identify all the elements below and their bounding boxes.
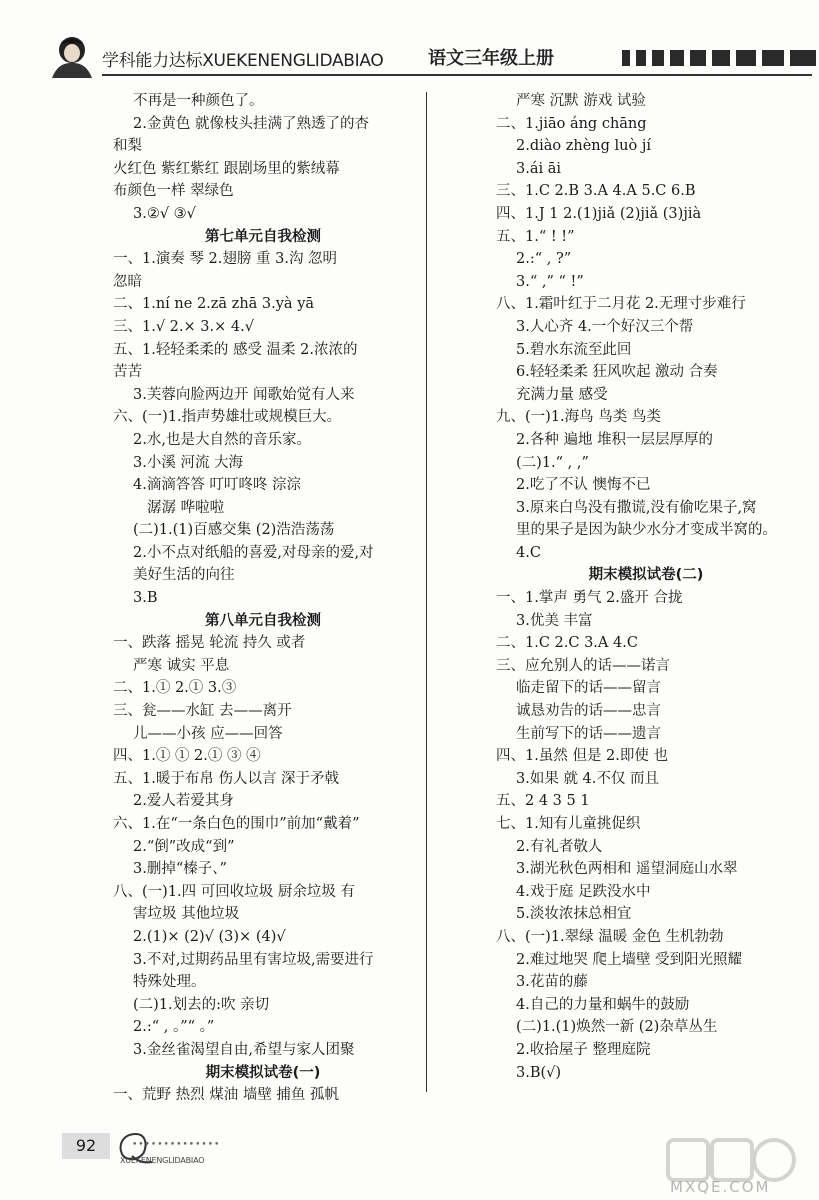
answer-line: 不再是一种颜色了。 <box>133 93 264 109</box>
answer-line: 2.爱人若爱其身 <box>133 793 234 810</box>
answer-line: 六、(一)1.指声势雄壮或规模巨大。 <box>113 409 342 426</box>
answer-line: 五、2 4 3 5 1 <box>496 793 590 810</box>
answer-line: 3.花苗的藤 <box>516 974 588 991</box>
answer-line: 特殊处理。 <box>133 974 206 991</box>
answer-line: 6.轻轻柔柔 狂风吹起 激动 合奏 <box>516 364 718 381</box>
answer-line: 2.小不点对纸船的喜爱,对母亲的爱,对 <box>133 544 374 561</box>
answer-line: 2.难过地哭 爬上墙壁 受到阳光照耀 <box>516 951 743 968</box>
subject-title: 语文三年级上册 <box>428 48 554 69</box>
answer-line: 3.②√ ③√ <box>133 205 196 222</box>
answer-line: 5.碧水东流至此回 <box>516 341 632 358</box>
answer-line: 3.芙蓉向脸两边开 闻歌始觉有人来 <box>133 386 355 403</box>
answer-line: 三、1.C 2.B 3.A 4.A 5.C 6.B <box>496 183 696 200</box>
answer-line: 2.有礼者敬人 <box>516 838 603 855</box>
watermark-url: MXQE.COM <box>670 1178 771 1196</box>
section-heading: 第七单元自我检测 <box>205 228 321 245</box>
answer-line: 2.diào zhèng luò jí <box>516 138 651 155</box>
answer-line: 三、应允别人的话——诺言 <box>496 657 670 674</box>
answer-line: 二、1.C 2.C 3.A 4.C <box>496 635 638 652</box>
answer-line: 3.金丝雀渴望自由,希望与家人团聚 <box>133 1041 355 1058</box>
answer-line: 儿——小孩 应——回答 <box>133 725 283 742</box>
answer-line: 四、1.J 1 2.(1)jiǎ (2)jiǎ (3)jià <box>496 205 702 222</box>
answer-line: 严寒 诚实 平息 <box>133 657 230 674</box>
student-avatar-icon <box>48 36 96 78</box>
answer-line: 2.:“ , 。”“ 。” <box>133 1019 215 1036</box>
answer-line: 3.如果 就 4.不仅 而且 <box>516 770 659 787</box>
answer-line: 临走留下的话——留言 <box>516 680 661 697</box>
answer-line: 里的果子是因为缺少水分才变成半窝的。 <box>516 522 777 539</box>
header-decoration <box>622 50 819 66</box>
section-heading: 期末模拟试卷(二) <box>588 567 704 584</box>
answer-line: 2.水,也是大自然的音乐家。 <box>133 431 311 448</box>
answer-line: 火红色 紫红紫红 跟剧场里的紫绒幕 <box>113 160 340 177</box>
answer-line: (二)1.“ , ,” <box>516 454 589 471</box>
answer-line: 四、1.① ① 2.① ③ ④ <box>113 748 261 765</box>
answer-line: 忽暗 <box>113 273 142 290</box>
answer-line: 3.不对,过期药品里有害垃圾,需要进行 <box>133 951 374 968</box>
page-header <box>40 36 812 80</box>
answer-line: 严寒 沉默 游戏 试验 <box>516 93 646 109</box>
answer-line: 八、(一)1.四 可回收垃圾 厨余垃圾 有 <box>113 883 355 900</box>
answer-line: 3.删掉“榛子、” <box>133 861 227 878</box>
answer-line: 4.滴滴答答 叮叮咚咚 淙淙 <box>133 477 302 494</box>
right-answer-column <box>496 90 796 1084</box>
answer-line: 三、1.√ 2.× 3.× 4.√ <box>113 318 254 335</box>
answer-line: (二)1.划去的:吹 亲切 <box>133 996 270 1013</box>
answer-line: 2.(1)× (2)√ (3)× (4)√ <box>133 928 286 945</box>
answer-line: 4.戏于庭 足跌没水中 <box>516 883 651 900</box>
answer-line: 诚恳劝告的话——忠言 <box>516 703 661 720</box>
answer-line: 三、瓮——水缸 去——离开 <box>113 703 292 720</box>
answer-line: 七、1.知有儿童挑促织 <box>496 816 641 832</box>
footer-dots: •••••••••••••• <box>132 1140 221 1150</box>
answer-line: 八、1.霜叶红于二月花 2.无理寸步难行 <box>496 296 746 313</box>
answer-line: 生前写下的话——遗言 <box>516 725 661 742</box>
answer-line: 五、1.“ ! !” <box>496 228 575 245</box>
answer-line: 和梨 <box>113 138 142 155</box>
answer-line: 3.人心齐 4.一个好汉三个帮 <box>516 318 694 335</box>
answer-line: 二、1.jiāo áng chāng <box>496 115 647 132</box>
answer-line: 2.:“ , ?” <box>516 251 572 268</box>
answer-line: 2.吃了不认 懊悔不已 <box>516 477 651 494</box>
answer-line: 四、1.虽然 但是 2.即使 也 <box>496 748 668 765</box>
answer-line: 4.C <box>516 544 541 561</box>
answer-line: 一、荒野 热烈 煤油 墙壁 捕鱼 孤帆 <box>113 1087 340 1104</box>
answer-line: 一、1.演奏 琴 2.翅膀 重 3.沟 忽明 <box>113 251 338 268</box>
answer-line: 一、1.掌声 勇气 2.盛开 合拢 <box>496 590 683 607</box>
answer-line: 3.“ ,” “ !” <box>516 273 584 290</box>
answer-line: 六、1.在“一条白色的围巾”前加“戴着” <box>113 816 360 832</box>
brand-title: 学科能力达标XUEKENENGLIDABIAO <box>102 51 384 71</box>
answer-line: 潺潺 哗啦啦 <box>147 499 225 516</box>
column-divider <box>426 92 427 1092</box>
left-answer-column <box>113 90 413 1107</box>
footer-brand: XUEKENENGLIDABIAO <box>120 1156 205 1165</box>
answer-line: 3.优美 丰富 <box>516 612 593 629</box>
answer-line: 2.各种 遍地 堆积一层层厚厚的 <box>516 431 714 448</box>
answer-line: 二、1.ní ne 2.zā zhā 3.yà yā <box>113 296 315 313</box>
answer-line: 3.小溪 河流 大海 <box>133 454 244 471</box>
answer-line: 一、跌落 摇晃 轮流 持久 或者 <box>113 635 306 652</box>
header-rule <box>102 74 812 76</box>
answer-line: 苦苦 <box>113 364 142 381</box>
answer-line: 4.自己的力量和蜗牛的鼓励 <box>516 996 690 1013</box>
answer-line: (二)1.(1)焕然一新 (2)杂草丛生 <box>516 1019 718 1036</box>
answer-line: 五、1.暖于布帛 伤人以言 深于矛戟 <box>113 770 340 787</box>
answer-line: 3.ái āi <box>516 160 562 177</box>
page-footer <box>62 1130 242 1170</box>
answer-line: 3.原来白鸟没有撒谎,没有偷吃果子,窝 <box>516 499 757 516</box>
answer-line: 3.湖光秋色两相和 遥望洞庭山水翠 <box>516 861 738 878</box>
answer-line: 2.“倒”改成“到” <box>133 838 235 855</box>
answer-line: 五、1.轻轻柔柔的 感受 温柔 2.浓浓的 <box>113 341 358 358</box>
answer-line: (二)1.(1)百感交集 (2)浩浩荡荡 <box>133 522 335 539</box>
answer-line: 3.B <box>133 590 158 607</box>
answer-line: 二、1.① 2.① 3.③ <box>113 680 237 697</box>
section-heading: 期末模拟试卷(一) <box>205 1064 321 1081</box>
answer-line: 充满力量 感受 <box>516 386 608 403</box>
answer-line: 3.B(√) <box>516 1064 562 1081</box>
answer-line: 布颜色一样 翠绿色 <box>113 183 234 200</box>
page-number: 92 <box>62 1133 110 1159</box>
answer-line: 九、(一)1.海鸟 鸟类 鸟类 <box>496 409 661 426</box>
answer-line: 2.金黄色 就像枝头挂满了熟透了的杏 <box>133 115 369 132</box>
answer-line: 5.淡妆浓抹总相宜 <box>516 906 632 923</box>
answer-line: 美好生活的向往 <box>133 567 235 584</box>
section-heading: 第八单元自我检测 <box>205 612 321 629</box>
answer-line: 2.收拾屋子 整理庭院 <box>516 1041 651 1058</box>
answer-line: 八、(一)1.翠绿 温暖 金色 生机勃勃 <box>496 928 724 945</box>
answer-line: 害垃圾 其他垃圾 <box>133 906 240 923</box>
